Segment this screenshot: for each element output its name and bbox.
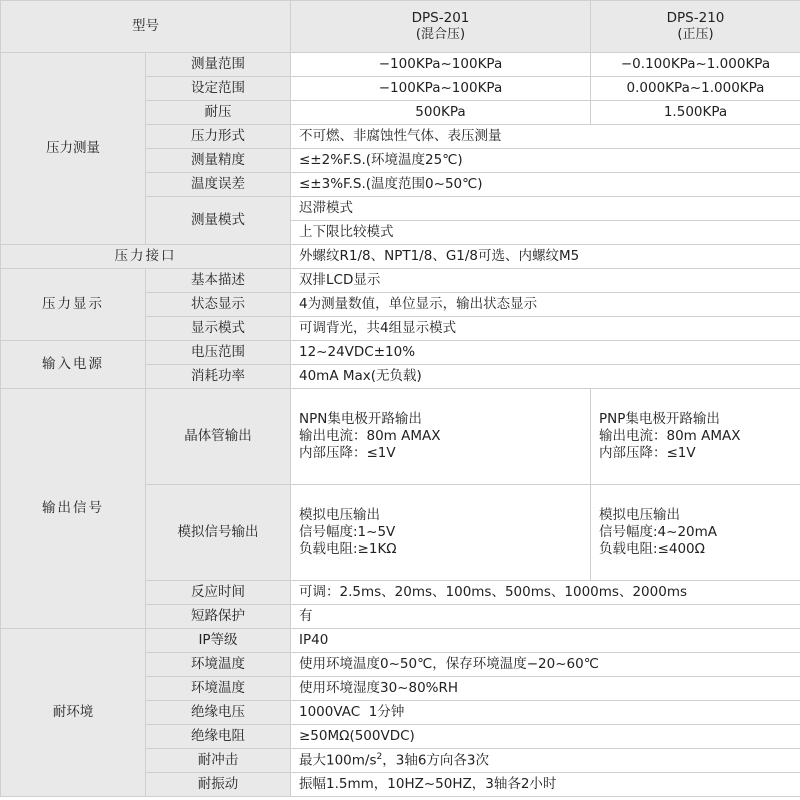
category-pressure-measure: 压力测量 (1, 53, 146, 245)
cell-value: 上下限比较模式 (291, 221, 800, 245)
shock-value-pre: 最大100m/s (299, 752, 377, 769)
cell-value: ≤±2%F.S.(环境温度25℃) (291, 149, 800, 173)
row-label: 绝缘电压 (146, 701, 291, 725)
cell-value-multiline (291, 389, 591, 485)
row-label: 耐压 (146, 101, 291, 125)
cell-value: 1.500KPa (591, 101, 800, 125)
cell-line: 模拟电压输出 (299, 507, 380, 523)
row-label: 状态显示 (146, 293, 291, 317)
cell-value: 可调：2.5ms、20ms、100ms、500ms、1000ms、2000ms (291, 581, 800, 605)
row-label: 短路保护 (146, 605, 291, 629)
row-label: 电压范围 (146, 341, 291, 365)
model-b-type: (正压) (677, 26, 714, 42)
table-row (1, 53, 800, 77)
cell-line: 负载电阻:≤400Ω (599, 541, 705, 557)
table-row (1, 629, 800, 653)
table-row (1, 269, 800, 293)
category-environment: 耐环境 (1, 629, 146, 797)
model-a-name: DPS-201 (411, 9, 470, 26)
cell-value: IP40 (291, 629, 800, 653)
cell-value: 使用环境湿度30~80%RH (291, 677, 800, 701)
row-label: 耐振动 (146, 773, 291, 797)
row-label: 测量精度 (146, 149, 291, 173)
category-input-power: 输入电源 (1, 341, 146, 389)
cell-value: 外螺纹R1/8、NPT1/8、G1/8可选、内螺纹M5 (291, 245, 800, 269)
row-label: 消耗功率 (146, 365, 291, 389)
cell-value: 双排LCD显示 (291, 269, 800, 293)
row-label: 绝缘电阻 (146, 725, 291, 749)
table-row (1, 389, 800, 485)
cell-value: 振幅1.5mm，10HZ~50HZ，3轴各2小时 (291, 773, 800, 797)
cell-line: 负载电阻:≥1KΩ (299, 541, 397, 557)
cell-value-multiline (591, 485, 800, 581)
cell-line: PNP集电极开路输出 (599, 411, 720, 427)
row-label: 压力形式 (146, 125, 291, 149)
cell-value: 使用环境温度0~50℃，保存环境温度−20~60℃ (291, 653, 800, 677)
model-a-header (291, 1, 591, 53)
row-label: 设定范围 (146, 77, 291, 101)
cell-line: 模拟电压输出 (599, 507, 680, 523)
cell-line: 输出电流：80m AMAX (599, 428, 741, 444)
cell-line: 内部压降：≤1V (299, 445, 396, 461)
row-label: 晶体管输出 (146, 389, 291, 485)
cell-value (291, 749, 800, 773)
row-label: 环境温度 (146, 653, 291, 677)
cell-value: −100KPa~100KPa (291, 53, 591, 77)
cell-value: 12~24VDC±10% (291, 341, 800, 365)
model-b-name: DPS-210 (666, 9, 725, 26)
cell-line: NPN集电极开路输出 (299, 411, 422, 427)
table-row (1, 341, 800, 365)
row-label: 反应时间 (146, 581, 291, 605)
row-label: 环境温度 (146, 677, 291, 701)
cell-value-multiline (291, 485, 591, 581)
row-label: 模拟信号输出 (146, 485, 291, 581)
cell-value: −100KPa~100KPa (291, 77, 591, 101)
cell-value: ≤±3%F.S.(温度范围0~50℃) (291, 173, 800, 197)
row-label: 显示模式 (146, 317, 291, 341)
model-a-type: (混合压) (415, 26, 466, 42)
cell-value: 不可燃、非腐蚀性气体、表压测量 (291, 125, 800, 149)
cell-value: −0.100KPa~1.000KPa (591, 53, 800, 77)
row-label: 温度误差 (146, 173, 291, 197)
category-pressure-port: 压力接口 (1, 245, 291, 269)
header-row (1, 1, 800, 53)
cell-line: 输出电流：80m AMAX (299, 428, 441, 444)
cell-value: 可调背光，共4组显示模式 (291, 317, 800, 341)
cell-line: 内部压降：≤1V (599, 445, 696, 461)
cell-value: 1000VAC 1分钟 (291, 701, 800, 725)
row-label: 基本描述 (146, 269, 291, 293)
row-label: 测量范围 (146, 53, 291, 77)
cell-line: 信号幅度:1~5V (299, 524, 396, 540)
row-label: 耐冲击 (146, 749, 291, 773)
cell-line: 信号幅度:4~20mA (599, 524, 718, 540)
cell-value: 4为测量数值，单位显示，输出状态显示 (291, 293, 800, 317)
row-label: 测量模式 (146, 197, 291, 245)
shock-value-post: ，3轴6方向各3次 (382, 752, 490, 769)
cell-value: 40mA Max(无负载) (291, 365, 800, 389)
cell-value: 500KPa (291, 101, 591, 125)
cell-value-multiline (591, 389, 800, 485)
cell-value: 0.000KPa~1.000KPa (591, 77, 800, 101)
cell-value: ≥50MΩ(500VDC) (291, 725, 800, 749)
table-row (1, 245, 800, 269)
category-pressure-display: 压力显示 (1, 269, 146, 341)
shock-value-sup: 2 (376, 751, 383, 762)
category-output-signal: 输出信号 (1, 389, 146, 629)
cell-value: 迟滞模式 (291, 197, 800, 221)
model-b-header (591, 1, 800, 53)
row-label: IP等级 (146, 629, 291, 653)
model-column-label: 型号 (1, 1, 291, 53)
cell-value: 有 (291, 605, 800, 629)
